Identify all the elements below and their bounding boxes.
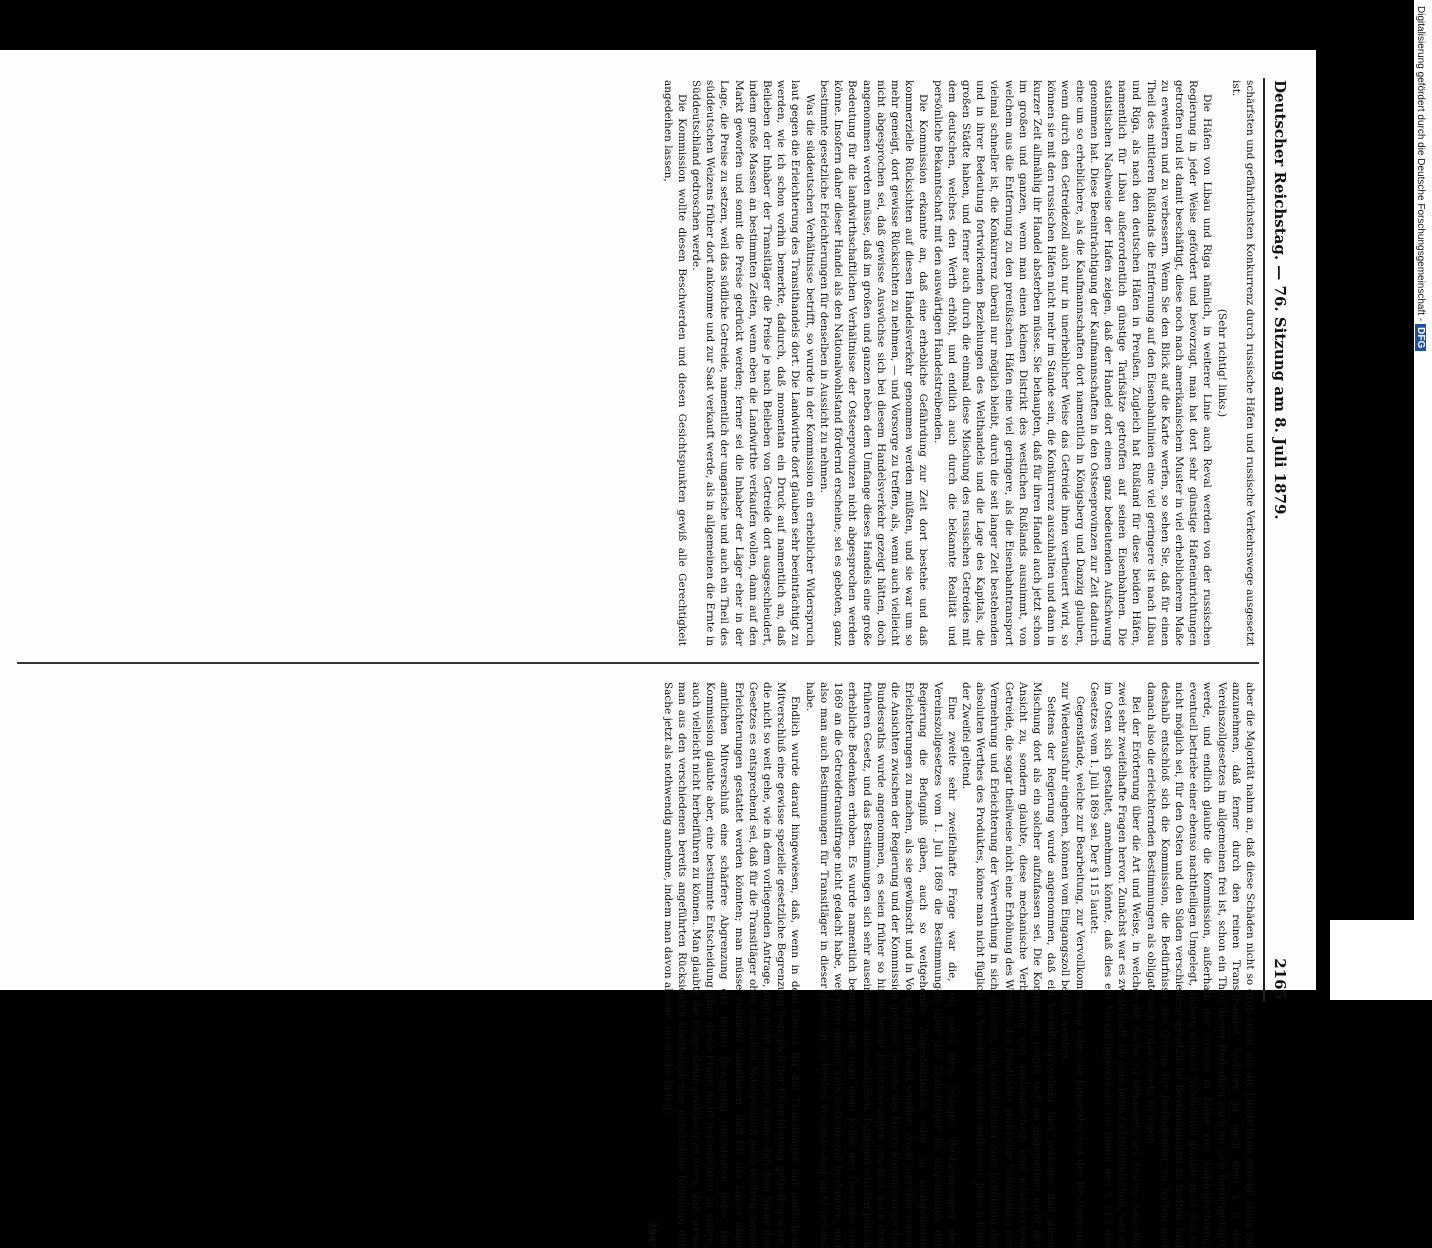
text-column-right xyxy=(645,682,1257,1248)
paragraph: Seitens der Regierung wurde angenommen, daß ein Veredlungsverkehr hier vorliege, daß diese Mischung dort als ein solcher aufzufassen sei. Die Kommission neigte sich im allgemeinen nicht der Ansicht zu, sondern glaubte, diese mechanische Verbindung von ausländischem und inländischem Getreide, die sogar theilweise nicht eine Erhöhung des Werthes des Produktes, wohl eine Schädigung der Vermehrung und Erleichterung der Verwerthung in sich schließe, also nicht immer eine Erhöhung des absoluten Werthes des Produktes, könne man nicht füglich als Veredlungsverkehr auffassen. Jedoch blieb der Zweifel geltend. xyxy=(959,682,1058,1248)
running-head xyxy=(1267,80,1289,1000)
rotated-page-content xyxy=(7,50,1297,1248)
paragraph: Eine zweite sehr zweifelhafte Frage war die, ob nach den jetzigen Bestimmungen des Vereinszollgesetzes vom 1. Juli 1869 die Bestimmungen über die Transitläger im allgemeinen der Regierung die Befugniß gäben, auch so weitgehende Zugeständnisse oder so weitgehende Erleichterungen zu machen, als sie gewünscht und in Vorschlag gebracht wurden. Auch hierüber waren die Ansichten zwischen der Regierung und der Kommission getheilt. Seitens des Herrn Kommissarius des Bundesraths wurde angenommen, es seien früher so hinreichende Erleichterungen gewährt nach dem früheren Gesetz, und das Bestimmungen sich sehr auseinander auszuschließen. Dagegen wurden jedoch erhebliche Bedenken erhoben. Es wurde namentlich bemerkt, daß man beim Erlaß des Gesetzes von 1869 an die Getreidetransitfrage nicht gedacht habe, weil eben damals kein Getreidezoll bestanden, und also man auch Bestimmungen für Transitläger in dieser Richtung zu treffen Veranlassung nicht gehabt habe. xyxy=(803,682,958,1248)
paragraph: Gegenstände, welche zur Bearbeitung, zur Vervollkommnung oder zur Reparatur mit der Bestimmung zur Wiederausfuhr eingehen, können vom Eingangszoll befreit werden. xyxy=(1059,682,1086,1248)
paragraph: Die Kommission wollte diesen Beschwerden und diesen Gesichtspunkten gewiß alle Gerechtigkeit angedeihen lassen, xyxy=(661,80,688,646)
scanned-newspaper-page xyxy=(0,50,1316,1248)
funding-note-text: Digitalisierung gefördert durch die Deutsche Forschungsgemeinschaft - xyxy=(1415,6,1426,322)
paragraph: (Sehr richtig! links.) xyxy=(1215,308,1228,418)
paragraph: aber die Majorität nahm an, daß diese Schäden nicht so groß seien, als die Landwirthe geneigt seien sie anzunehmen, daß ferner durch den reinen Transithandel, welcher ja nach dem § 6 des Vereinszollgesetzes im allgemeinen frei ist, schon ein Theil dieser Bedenken auch an sich herbeigeführt werde, und endlich glaubte die Kommission, außerhalb der Grenze in Nähe von Süddeutschland, eventuell betriebe einer ebenso nachtheiligen Umgelegt, äußern können. Schließlich glaubte man, daß es nicht möglich sei, für den Osten und den Süden verschiedene gesetzliche Bestimmungen zu treffen, und deshalb entschloß sich die Kommission, die Bedürfnisse des Ostens für bedeutender zu halten und danach also die erleichternden Bestimmungen als obligatorisch in das Gesetz zu legen. xyxy=(1144,682,1256,1248)
page-number: 2165 xyxy=(1271,958,1289,1000)
header-rule xyxy=(1263,78,1265,1002)
paragraph: schärfsten und gefährlichsten Konkurrenz durch russische Häfen und russische Verkehrswege ausgesetzt ist. xyxy=(1229,80,1256,646)
paragraph: Was die süddeutschen Verhältnisse betrifft, so wurde in der Kommission ein erheblicher Widerspruch laut gegen die Erleichterung des Transithandels dort. Die Landwirthe dort glauben sehr beeinträchtigt zu werden, wie ich schon vorhin bemerkte, dadurch, daß momentan ein Druck auf namentlich an, daß Belieben der Inhaber der Transitläger die Preise je nach Belieben von Getreide dort ausgeschleudert, indem große Massen an bestimmten Zeiten, wenn eben die Landwirthe verkaufen wollen, dann auf den Markt geworfen und somit die Preise gedrückt werden; ferner sei die Inhaber der Läger eher in der Lage, die Preise zu setzen, weil das südliche Getreide, namentlich der ungarische und auch ein Theil des süddeutschen Weizens früher dort ankomme und zur Saat verkauft werde, als in allgemeinen die Ernte in Süddeutschland gedroschen werde. xyxy=(690,80,816,646)
paragraph: Die Kommission erkannte an, daß eine erhebliche Gefährdung zur Zeit dort bestehe und daß kommerzielle Rücksichten auf diesen Handelsverkehr genommen werden müßten, und sie war um so mehr geneigt, dort gewisse Rücksichten zu nehmen, — und Vorsorge zu treffen, als, wenn auch vielleicht nicht abgesprochen sei, daß gewisse Auswüchse sich bei diesem Handelsverkehr gezeigt hätten, doch angenommen werden müsse, daß im großen und ganzen neben dem Umfange dieses Handels eine große Bedeutung für die landwirthschaftlichen Verhältnisse der Ostseeprovinzen nicht abgesprochen werden könne. Insofern daher dieser Handel als den Nationalwohlstand fördernd erscheine, sei es geboten, ganz bestimmte gesetzliche Erleichterungen für denselben in Aussicht zu nehmen. xyxy=(817,80,930,646)
paragraph: Die Häfen von Libau und Riga nämlich, in weiterer Linie auch Reval werden von der russischen Regierung in jeder Weise gefördert und bevorzugt, man hat dort sehr günstige Hafeneinrichtungen getroffen und ist damit beschäftigt, diese noch nach amerikanischem Muster in viel erheblicherem Maße zu erweitern und zu verbessern. Wenn Sie den Blick auf die Karte werfen, so sehen Sie, daß für einen Theil des mittleren Rußlands die Entfernung auf den Eisenbahnlinien eine viel geringere ist nach Libau und Riga, als nach den deutschen Häfen in Preußen. Zugleich hat Rußland für diese beiden Häfen, namentlich für Libau außerordentlich günstige Tarifsätze getroffen auf seinen Eisenbahnen. Die statistischen Nachweise der Hafen zeigen, daß der Handel dort einen ganz bedeutenden Aufschwung genommen hat. Diese Beeinträchtigung der Kaufmannschaften in den Ostseeprovinzen zur Zeit dadurch eine um so erheblichere, als die Kaufmannschaften dort namentlich in Königsberg und Danzig glauben, wenn durch den Getreidezoll auch nur in unerheblicher Weise das Getreide ihnen vertheuert wird, so können sie mit den russischen Häfen nicht mehr im Stande sein, die Konkurrenz auszuhalten und dann in kurzer Zeit allmählig ihr Handel absterben müsse. Sie behaupten, daß für ihren Handel auch jetzt schon im großen und ganzen, wenn man einen kleinen Distrikt des westlichen Rußlands ausnimmt, von welchem aus die Entfernung zu den preußischen Häfen eine viel geringere, als die Eisenbahntransport vielmal schneller ist, die Konkurrenz überall nur möglich bleibt, durch die seit langer Zeit bestehenden und in ihrer Bedeutung fortwirkenden Beziehungen des Welthandels und die Lage des Kapitals, die großen Städte haben, und ferner auch durch die einmal diese Mischung des russischen Getreides mit dem deutschen, welches den Werth erhöht, und endlich auch durch die bekannte Realität und persönliche Bekanntschaft mit den auswärtigen Handelstreibenden. xyxy=(931,80,1214,646)
paragraph: Endlich wurde darauf hingewiesen, daß, wenn in dem Gesetz für die Transitläger mit amtlichem Mitverschluß eine gewisse spezielle gesetzliche Begrenzung bezüglich der Erleichterung getroffen wäre, die nicht so weit gehe, wie in dem vorliegenden Antrage, man nicht annehmen könne, daß dem Sinne des Gesetzes es entsprechend sei, daß für die Transitläger ohne amtlichen Mitverschluß noch weitergehende Erleichterungen gestattet werden könnten; man müsse vielmehr annehmen, daß für die Läger ohne amtlichen Mitverschluß eine schärfere Abgrenzung der freien Bewegung einzutreten habe. Die Kommission glaubte aber, eine bestimmte Entscheidung über diese Frage nicht herbeiführen zu sollen, auch vielleicht nicht herbeiführen zu können. Man glaubte die Frage dahin praktisch zu lösen, daß, wenn man aus den verschiedenen bereits angeführten Rücksichten überhaupt eine gesetzliche Regelung der Sache jetzt als nothwendig annehme, indem man davon absehe, ob solche Befug- xyxy=(661,682,802,1248)
dfg-logo: DFG xyxy=(1415,324,1426,351)
page-header-title: Deutscher Reichstag. — 76. Sitzung am 8. Juli 1879. xyxy=(1271,80,1289,520)
paragraph: 294* xyxy=(646,1220,659,1248)
paragraph: Bei der Erörterung über die Art und Weise, in welcher die Sache zu behandeln sei, traten zunächst zwei sehr zweifelhafte Fragen hervor. Zunächst war es zweifelhaft, ob man beim Getreidemischen, wie es im Osten sich gestaltet, annehmen könnte, daß dies ein Veredlungsverkehr im Sinne des § 115 des Gesetzes vom 1. Juli 1869 sei. Der § 115 lautet: xyxy=(1087,682,1143,1248)
scan-margin xyxy=(1330,920,1414,1000)
text-column-left xyxy=(660,80,1257,646)
column-divider xyxy=(17,662,1259,664)
funding-note xyxy=(1412,6,1426,996)
